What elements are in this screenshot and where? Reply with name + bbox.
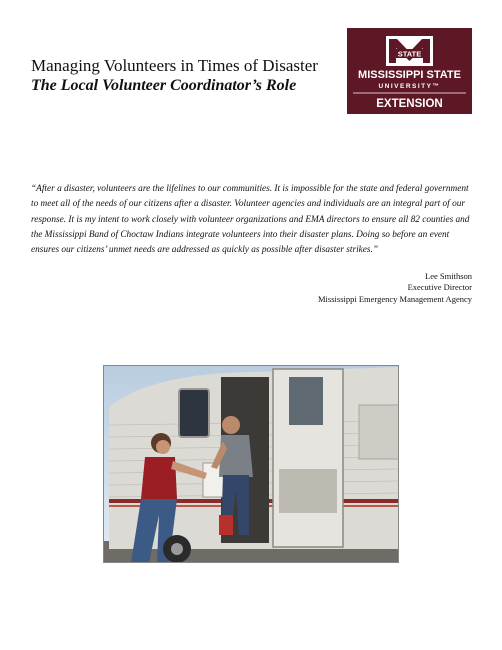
quote-attribution — [318, 271, 472, 305]
volunteers-photo — [103, 365, 399, 563]
attribution-role: Executive Director — [407, 282, 472, 293]
attribution-name: Lee Smithson — [425, 271, 472, 281]
logo-emblem-text: STATE — [397, 49, 422, 59]
camper-window — [179, 389, 209, 437]
document-subtitle: The Local Volunteer Coordinator’s Role — [31, 77, 297, 94]
logo-university-word: UNIVERSITY™ — [378, 83, 441, 90]
director-quote: “After a disaster, volunteers are the lifelines to our communities. It is impossible for the state and federal government to meet all of the needs of our citizens after a disaster. Volunteer agencies and individuals are an integral part of our response. It is my intent to work closely with volunteer organizations and EMA directors to ensure all 82 counties and the Mississippi Band of Choctaw Indians integrate volunteers into their disaster plans. Doing so before an event ensures our citizens’ unmet needs are addressed as quickly as possible after disaster strikes.” — [31, 184, 470, 256]
msu-extension-logo — [347, 28, 472, 114]
door-vent — [279, 469, 337, 513]
m-emblem-icon — [386, 36, 433, 66]
attribution-agency: Mississippi Emergency Management Agency — [318, 293, 472, 304]
door-window — [289, 377, 323, 425]
red-bucket — [219, 515, 233, 535]
logo-university-name: MISSISSIPPI STATE — [358, 69, 461, 81]
logo-extension: EXTENSION — [376, 98, 443, 110]
title-block — [31, 56, 336, 96]
document-title: Managing Volunteers in Times of Disaster — [31, 56, 318, 75]
